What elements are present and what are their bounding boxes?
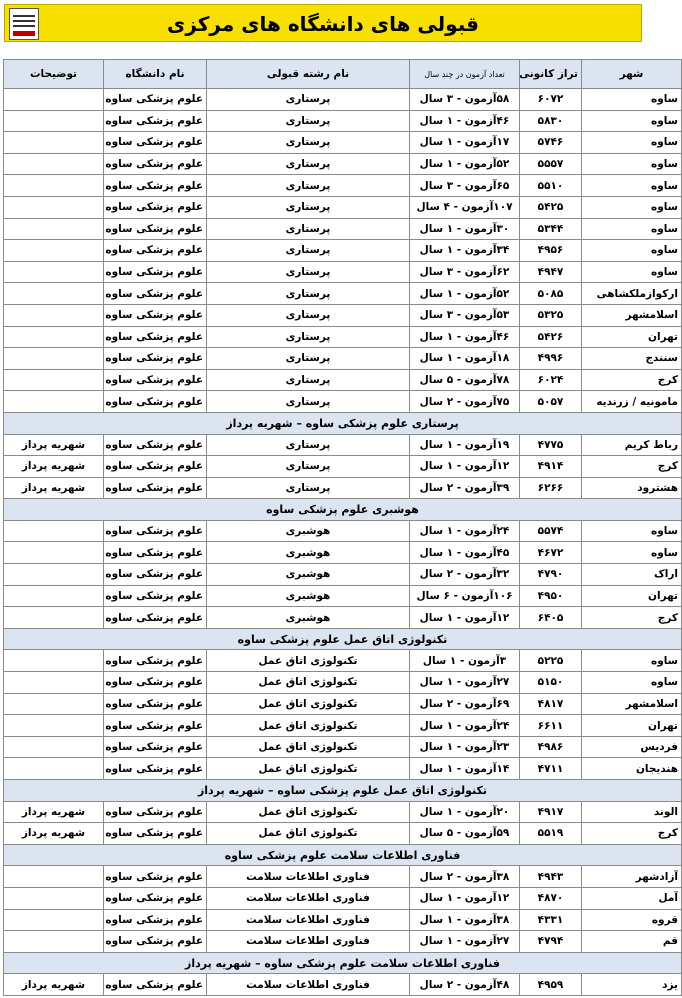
table-row bbox=[4, 348, 682, 370]
city-cell: قروه bbox=[582, 909, 682, 931]
field-cell: پرستاری bbox=[207, 153, 410, 175]
table-row bbox=[4, 672, 682, 694]
city-cell: قم bbox=[582, 931, 682, 953]
city-cell: کرج bbox=[582, 823, 682, 845]
score-cell: ۵۵۱۹ bbox=[520, 823, 582, 845]
header-field: نام رشته قبولی bbox=[207, 60, 410, 89]
score-cell: ۵۲۲۵ bbox=[520, 650, 582, 672]
notes-cell bbox=[4, 391, 104, 413]
university-cell: علوم پزشکی ساوه bbox=[104, 823, 207, 845]
table-row bbox=[4, 304, 682, 326]
field-cell: پرستاری bbox=[207, 326, 410, 348]
exams-cell: ۳۸آزمون - ۱ سال bbox=[410, 909, 520, 931]
city-cell: اسلامشهر bbox=[582, 693, 682, 715]
university-cell: علوم پزشکی ساوه bbox=[104, 801, 207, 823]
table-row bbox=[4, 887, 682, 909]
exams-cell: ۳آزمون - ۱ سال bbox=[410, 650, 520, 672]
city-cell: ساوه bbox=[582, 153, 682, 175]
score-cell: ۵۴۲۶ bbox=[520, 326, 582, 348]
notes-cell: شهریه پرداز bbox=[4, 823, 104, 845]
university-cell: علوم پزشکی ساوه bbox=[104, 304, 207, 326]
field-cell: تکنولوژی اتاق عمل bbox=[207, 650, 410, 672]
notes-cell bbox=[4, 326, 104, 348]
table-row bbox=[4, 520, 682, 542]
university-cell: علوم پزشکی ساوه bbox=[104, 715, 207, 737]
exams-cell: ۶۵آزمون - ۳ سال bbox=[410, 175, 520, 197]
exams-cell: ۱۲آزمون - ۱ سال bbox=[410, 607, 520, 629]
section-title: تکنولوژی اتاق عمل علوم پزشکی ساوه – شهریه پرداز bbox=[4, 780, 682, 802]
table-row bbox=[4, 89, 682, 111]
table-row bbox=[4, 456, 682, 478]
table-row bbox=[4, 909, 682, 931]
exams-cell: ۳۴آزمون - ۱ سال bbox=[410, 240, 520, 262]
exams-cell: ۴۸آزمون - ۲ سال bbox=[410, 974, 520, 996]
field-cell: پرستاری bbox=[207, 348, 410, 370]
exams-cell: ۲۷آزمون - ۱ سال bbox=[410, 931, 520, 953]
score-cell: ۵۳۴۴ bbox=[520, 218, 582, 240]
university-cell: علوم پزشکی ساوه bbox=[104, 456, 207, 478]
title-banner bbox=[4, 4, 642, 42]
notes-cell bbox=[4, 369, 104, 391]
score-cell: ۵۰۸۵ bbox=[520, 283, 582, 305]
score-cell: ۴۹۵۶ bbox=[520, 240, 582, 262]
city-cell: ساوه bbox=[582, 261, 682, 283]
city-cell: یزد bbox=[582, 974, 682, 996]
notes-cell bbox=[4, 693, 104, 715]
score-cell: ۴۶۷۲ bbox=[520, 542, 582, 564]
city-cell: ساوه bbox=[582, 196, 682, 218]
score-cell: ۴۳۳۱ bbox=[520, 909, 582, 931]
university-cell: علوم پزشکی ساوه bbox=[104, 736, 207, 758]
city-cell: کرج bbox=[582, 607, 682, 629]
field-cell: پرستاری bbox=[207, 175, 410, 197]
notes-cell bbox=[4, 607, 104, 629]
field-cell: تکنولوژی اتاق عمل bbox=[207, 693, 410, 715]
university-cell: علوم پزشکی ساوه bbox=[104, 866, 207, 888]
table-row bbox=[4, 736, 682, 758]
university-cell: علوم پزشکی ساوه bbox=[104, 153, 207, 175]
score-cell: ۴۹۴۷ bbox=[520, 261, 582, 283]
field-cell: پرستاری bbox=[207, 369, 410, 391]
university-cell: علوم پزشکی ساوه bbox=[104, 542, 207, 564]
section-header-row bbox=[4, 844, 682, 866]
section-header-row bbox=[4, 412, 682, 434]
exams-cell: ۱۴آزمون - ۱ سال bbox=[410, 758, 520, 780]
table-row bbox=[4, 931, 682, 953]
university-cell: علوم پزشکی ساوه bbox=[104, 564, 207, 586]
exams-cell: ۷۸آزمون - ۵ سال bbox=[410, 369, 520, 391]
header-exams: تعداد آزمون در چند سال bbox=[410, 60, 520, 89]
table-row bbox=[4, 607, 682, 629]
university-cell: علوم پزشکی ساوه bbox=[104, 196, 207, 218]
section-header-row bbox=[4, 952, 682, 974]
city-cell: ساوه bbox=[582, 89, 682, 111]
score-cell: ۵۰۵۷ bbox=[520, 391, 582, 413]
city-cell: الوند bbox=[582, 801, 682, 823]
score-cell: ۴۷۹۴ bbox=[520, 931, 582, 953]
field-cell: پرستاری bbox=[207, 434, 410, 456]
field-cell: فناوری اطلاعات سلامت bbox=[207, 887, 410, 909]
exams-cell: ۶۲آزمون - ۳ سال bbox=[410, 261, 520, 283]
field-cell: فناوری اطلاعات سلامت bbox=[207, 974, 410, 996]
field-cell: پرستاری bbox=[207, 261, 410, 283]
table-row bbox=[4, 369, 682, 391]
page-title: قبولی های دانشگاه های مرکزی bbox=[167, 12, 479, 36]
university-cell: علوم پزشکی ساوه bbox=[104, 348, 207, 370]
exams-cell: ۴۶آزمون - ۱ سال bbox=[410, 326, 520, 348]
notes-cell bbox=[4, 650, 104, 672]
header-university: نام دانشگاه bbox=[104, 60, 207, 89]
section-header-row bbox=[4, 780, 682, 802]
university-cell: علوم پزشکی ساوه bbox=[104, 672, 207, 694]
field-cell: تکنولوژی اتاق عمل bbox=[207, 801, 410, 823]
city-cell: کرج bbox=[582, 369, 682, 391]
field-cell: پرستاری bbox=[207, 89, 410, 111]
notes-cell bbox=[4, 736, 104, 758]
field-cell: تکنولوژی اتاق عمل bbox=[207, 715, 410, 737]
university-cell: علوم پزشکی ساوه bbox=[104, 887, 207, 909]
section-title: هوشبری علوم پزشکی ساوه bbox=[4, 499, 682, 521]
score-cell: ۶۰۷۲ bbox=[520, 89, 582, 111]
city-cell: ساوه bbox=[582, 520, 682, 542]
score-cell: ۴۸۷۰ bbox=[520, 887, 582, 909]
section-title: فناوری اطلاعات سلامت علوم پزشکی ساوه – شهریه پرداز bbox=[4, 952, 682, 974]
university-cell: علوم پزشکی ساوه bbox=[104, 369, 207, 391]
section-title: فناوری اطلاعات سلامت علوم پزشکی ساوه bbox=[4, 844, 682, 866]
table-row bbox=[4, 650, 682, 672]
field-cell: پرستاری bbox=[207, 477, 410, 499]
score-cell: ۵۱۵۰ bbox=[520, 672, 582, 694]
field-cell: فناوری اطلاعات سلامت bbox=[207, 931, 410, 953]
table-row bbox=[4, 175, 682, 197]
table-row bbox=[4, 153, 682, 175]
notes-cell bbox=[4, 196, 104, 218]
table-row bbox=[4, 974, 682, 996]
table-row bbox=[4, 218, 682, 240]
notes-cell bbox=[4, 866, 104, 888]
score-cell: ۵۷۴۶ bbox=[520, 132, 582, 154]
university-cell: علوم پزشکی ساوه bbox=[104, 434, 207, 456]
exams-cell: ۴۶آزمون - ۱ سال bbox=[410, 110, 520, 132]
score-cell: ۴۹۵۰ bbox=[520, 585, 582, 607]
notes-cell bbox=[4, 348, 104, 370]
city-cell: تهران bbox=[582, 326, 682, 348]
exams-cell: ۱۰۶آزمون - ۶ سال bbox=[410, 585, 520, 607]
score-cell: ۶۰۲۴ bbox=[520, 369, 582, 391]
city-cell: مامونیه / زرندیه bbox=[582, 391, 682, 413]
score-cell: ۵۵۷۴ bbox=[520, 520, 582, 542]
score-cell: ۴۸۱۷ bbox=[520, 693, 582, 715]
exams-cell: ۶۹آزمون - ۲ سال bbox=[410, 693, 520, 715]
table-header-row bbox=[4, 60, 682, 89]
table-row bbox=[4, 110, 682, 132]
exams-cell: ۲۷آزمون - ۱ سال bbox=[410, 672, 520, 694]
exams-cell: ۲۴آزمون - ۱ سال bbox=[410, 715, 520, 737]
notes-cell bbox=[4, 283, 104, 305]
field-cell: هوشبری bbox=[207, 564, 410, 586]
table-row bbox=[4, 715, 682, 737]
notes-cell bbox=[4, 564, 104, 586]
university-cell: علوم پزشکی ساوه bbox=[104, 110, 207, 132]
header-notes: توضیحات bbox=[4, 60, 104, 89]
exams-cell: ۲۰آزمون - ۱ سال bbox=[410, 801, 520, 823]
notes-cell bbox=[4, 261, 104, 283]
table-row bbox=[4, 585, 682, 607]
city-cell: رباط کریم bbox=[582, 434, 682, 456]
city-cell: ارکوازملکشاهی bbox=[582, 283, 682, 305]
university-cell: علوم پزشکی ساوه bbox=[104, 326, 207, 348]
city-cell: ساوه bbox=[582, 240, 682, 262]
notes-cell bbox=[4, 153, 104, 175]
section-header-row bbox=[4, 499, 682, 521]
university-cell: علوم پزشکی ساوه bbox=[104, 650, 207, 672]
university-cell: علوم پزشکی ساوه bbox=[104, 931, 207, 953]
exams-cell: ۳۲آزمون - ۲ سال bbox=[410, 564, 520, 586]
notes-cell: شهریه پرداز bbox=[4, 434, 104, 456]
table-row bbox=[4, 823, 682, 845]
university-cell: علوم پزشکی ساوه bbox=[104, 283, 207, 305]
results-table bbox=[3, 59, 682, 996]
university-cell: علوم پزشکی ساوه bbox=[104, 585, 207, 607]
score-cell: ۴۹۹۶ bbox=[520, 348, 582, 370]
table-row bbox=[4, 283, 682, 305]
field-cell: هوشبری bbox=[207, 585, 410, 607]
notes-cell bbox=[4, 218, 104, 240]
table-row bbox=[4, 434, 682, 456]
notes-cell bbox=[4, 931, 104, 953]
exams-cell: ۵۸آزمون - ۳ سال bbox=[410, 89, 520, 111]
exams-cell: ۱۹آزمون - ۱ سال bbox=[410, 434, 520, 456]
table-row bbox=[4, 801, 682, 823]
university-cell: علوم پزشکی ساوه bbox=[104, 240, 207, 262]
city-cell: هندیجان bbox=[582, 758, 682, 780]
score-cell: ۵۵۱۰ bbox=[520, 175, 582, 197]
notes-cell bbox=[4, 542, 104, 564]
table-row bbox=[4, 391, 682, 413]
university-cell: علوم پزشکی ساوه bbox=[104, 909, 207, 931]
field-cell: هوشبری bbox=[207, 542, 410, 564]
city-cell: فردیس bbox=[582, 736, 682, 758]
field-cell: پرستاری bbox=[207, 132, 410, 154]
section-title: پرستاری علوم پزشکی ساوه – شهریه پرداز bbox=[4, 412, 682, 434]
notes-cell bbox=[4, 715, 104, 737]
exams-cell: ۱۸آزمون - ۱ سال bbox=[410, 348, 520, 370]
city-cell: ساوه bbox=[582, 542, 682, 564]
city-cell: ساوه bbox=[582, 672, 682, 694]
table-body bbox=[4, 89, 682, 996]
notes-cell bbox=[4, 89, 104, 111]
table-row bbox=[4, 196, 682, 218]
section-title: تکنولوژی اتاق عمل علوم پزشکی ساوه bbox=[4, 628, 682, 650]
city-cell: ساوه bbox=[582, 175, 682, 197]
exams-cell: ۳۹آزمون - ۲ سال bbox=[410, 477, 520, 499]
city-cell: تهران bbox=[582, 585, 682, 607]
university-cell: علوم پزشکی ساوه bbox=[104, 693, 207, 715]
table-row bbox=[4, 326, 682, 348]
field-cell: پرستاری bbox=[207, 283, 410, 305]
score-cell: ۴۹۵۹ bbox=[520, 974, 582, 996]
table-row bbox=[4, 758, 682, 780]
section-header-row bbox=[4, 628, 682, 650]
exams-cell: ۵۲آزمون - ۱ سال bbox=[410, 283, 520, 305]
university-cell: علوم پزشکی ساوه bbox=[104, 218, 207, 240]
exams-cell: ۲۴آزمون - ۱ سال bbox=[410, 520, 520, 542]
exams-cell: ۵۳آزمون - ۳ سال bbox=[410, 304, 520, 326]
header-city: شهر bbox=[582, 60, 682, 89]
city-cell: ساوه bbox=[582, 218, 682, 240]
score-cell: ۵۳۲۵ bbox=[520, 304, 582, 326]
table-row bbox=[4, 132, 682, 154]
city-cell: هشترود bbox=[582, 477, 682, 499]
score-cell: ۵۸۳۰ bbox=[520, 110, 582, 132]
exams-cell: ۳۰آزمون - ۱ سال bbox=[410, 218, 520, 240]
field-cell: فناوری اطلاعات سلامت bbox=[207, 866, 410, 888]
field-cell: تکنولوژی اتاق عمل bbox=[207, 823, 410, 845]
notes-cell bbox=[4, 672, 104, 694]
exams-cell: ۷۵آزمون - ۲ سال bbox=[410, 391, 520, 413]
city-cell: ساوه bbox=[582, 110, 682, 132]
notes-cell bbox=[4, 175, 104, 197]
notes-cell bbox=[4, 132, 104, 154]
city-cell: آمل bbox=[582, 887, 682, 909]
score-cell: ۴۷۹۰ bbox=[520, 564, 582, 586]
city-cell: آزادشهر bbox=[582, 866, 682, 888]
notes-cell bbox=[4, 585, 104, 607]
notes-cell: شهریه پرداز bbox=[4, 974, 104, 996]
city-cell: کرج bbox=[582, 456, 682, 478]
score-cell: ۴۹۴۳ bbox=[520, 866, 582, 888]
university-cell: علوم پزشکی ساوه bbox=[104, 974, 207, 996]
results-table-wrapper bbox=[3, 59, 678, 996]
score-cell: ۴۹۸۶ bbox=[520, 736, 582, 758]
field-cell: فناوری اطلاعات سلامت bbox=[207, 909, 410, 931]
logo-icon bbox=[9, 8, 39, 40]
field-cell: تکنولوژی اتاق عمل bbox=[207, 672, 410, 694]
notes-cell: شهریه پرداز bbox=[4, 456, 104, 478]
table-row bbox=[4, 564, 682, 586]
field-cell: پرستاری bbox=[207, 196, 410, 218]
score-cell: ۴۷۱۱ bbox=[520, 758, 582, 780]
score-cell: ۶۶۱۱ bbox=[520, 715, 582, 737]
field-cell: پرستاری bbox=[207, 240, 410, 262]
notes-cell bbox=[4, 304, 104, 326]
table-row bbox=[4, 693, 682, 715]
exams-cell: ۱۲آزمون - ۱ سال bbox=[410, 887, 520, 909]
notes-cell: شهریه پرداز bbox=[4, 801, 104, 823]
exams-cell: ۱۲آزمون - ۱ سال bbox=[410, 456, 520, 478]
city-cell: سنندج bbox=[582, 348, 682, 370]
exams-cell: ۲۳آزمون - ۱ سال bbox=[410, 736, 520, 758]
exams-cell: ۱۰۷آزمون - ۴ سال bbox=[410, 196, 520, 218]
notes-cell bbox=[4, 909, 104, 931]
city-cell: ساوه bbox=[582, 650, 682, 672]
city-cell: ساوه bbox=[582, 132, 682, 154]
table-row bbox=[4, 477, 682, 499]
university-cell: علوم پزشکی ساوه bbox=[104, 89, 207, 111]
score-cell: ۶۲۶۶ bbox=[520, 477, 582, 499]
field-cell: پرستاری bbox=[207, 391, 410, 413]
score-cell: ۴۹۱۷ bbox=[520, 801, 582, 823]
score-cell: ۴۹۱۴ bbox=[520, 456, 582, 478]
score-cell: ۵۵۵۷ bbox=[520, 153, 582, 175]
field-cell: پرستاری bbox=[207, 218, 410, 240]
university-cell: علوم پزشکی ساوه bbox=[104, 175, 207, 197]
notes-cell bbox=[4, 758, 104, 780]
table-row bbox=[4, 866, 682, 888]
score-cell: ۴۷۷۵ bbox=[520, 434, 582, 456]
field-cell: پرستاری bbox=[207, 304, 410, 326]
city-cell: اراک bbox=[582, 564, 682, 586]
table-row bbox=[4, 542, 682, 564]
university-cell: علوم پزشکی ساوه bbox=[104, 261, 207, 283]
field-cell: تکنولوژی اتاق عمل bbox=[207, 758, 410, 780]
university-cell: علوم پزشکی ساوه bbox=[104, 758, 207, 780]
notes-cell bbox=[4, 887, 104, 909]
exams-cell: ۳۸آزمون - ۲ سال bbox=[410, 866, 520, 888]
score-cell: ۶۴۰۵ bbox=[520, 607, 582, 629]
exams-cell: ۵۹آزمون - ۵ سال bbox=[410, 823, 520, 845]
university-cell: علوم پزشکی ساوه bbox=[104, 391, 207, 413]
table-row bbox=[4, 261, 682, 283]
exams-cell: ۱۷آزمون - ۱ سال bbox=[410, 132, 520, 154]
header-score: تراز کانونی bbox=[520, 60, 582, 89]
exams-cell: ۴۵آزمون - ۱ سال bbox=[410, 542, 520, 564]
score-cell: ۵۴۲۵ bbox=[520, 196, 582, 218]
notes-cell: شهریه پرداز bbox=[4, 477, 104, 499]
notes-cell bbox=[4, 110, 104, 132]
notes-cell bbox=[4, 240, 104, 262]
field-cell: پرستاری bbox=[207, 456, 410, 478]
field-cell: تکنولوژی اتاق عمل bbox=[207, 736, 410, 758]
university-cell: علوم پزشکی ساوه bbox=[104, 520, 207, 542]
field-cell: هوشبری bbox=[207, 607, 410, 629]
exams-cell: ۵۲آزمون - ۱ سال bbox=[410, 153, 520, 175]
university-cell: علوم پزشکی ساوه bbox=[104, 132, 207, 154]
field-cell: پرستاری bbox=[207, 110, 410, 132]
field-cell: هوشبری bbox=[207, 520, 410, 542]
city-cell: اسلامشهر bbox=[582, 304, 682, 326]
city-cell: تهران bbox=[582, 715, 682, 737]
table-row bbox=[4, 240, 682, 262]
university-cell: علوم پزشکی ساوه bbox=[104, 607, 207, 629]
university-cell: علوم پزشکی ساوه bbox=[104, 477, 207, 499]
notes-cell bbox=[4, 520, 104, 542]
